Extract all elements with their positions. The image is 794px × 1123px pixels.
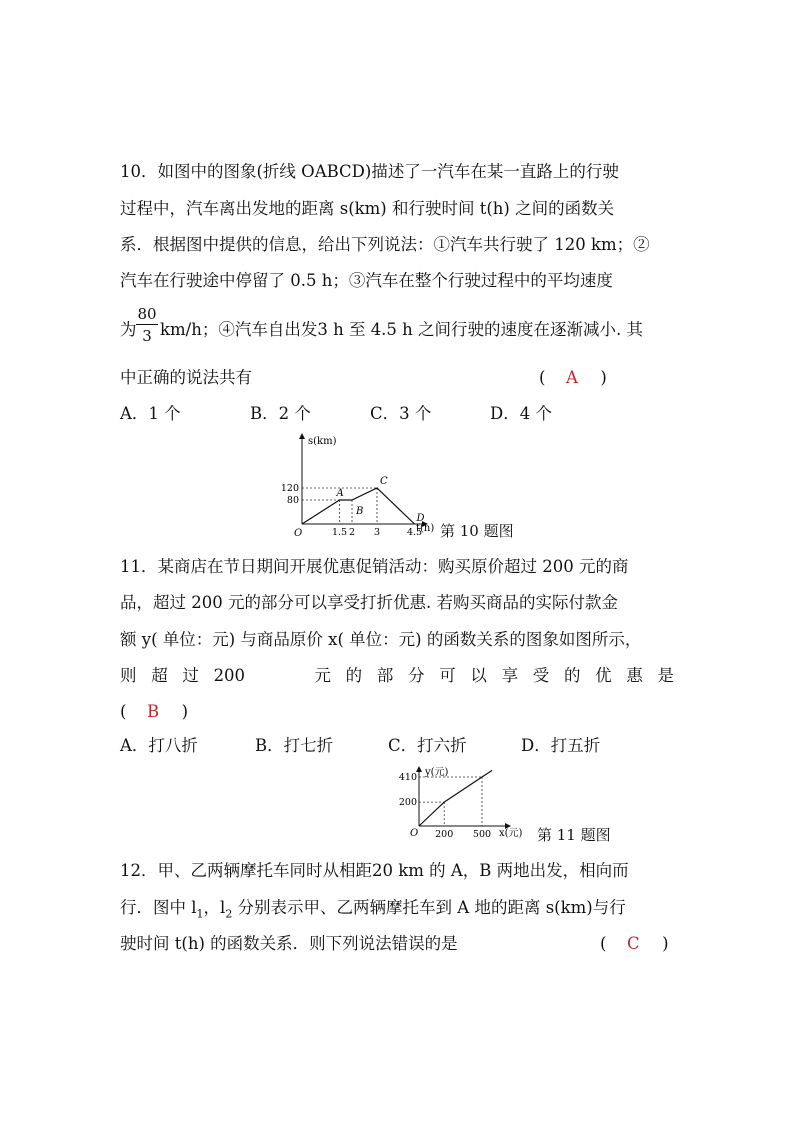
word: 以 (470, 666, 487, 685)
word: 分 (408, 666, 425, 685)
q12-line-2-a: 行．图中 l (120, 898, 197, 917)
word: 受 (532, 666, 550, 685)
q12-line-2 (120, 897, 626, 925)
q10-option-c: C．3 个 (370, 404, 432, 423)
fraction-numerator: 80 (137, 305, 157, 323)
q11-caption: 第 11 题图 (537, 826, 611, 844)
q10-option-d: D．4 个 (490, 404, 552, 423)
y-axis-label: s(km) (308, 436, 337, 447)
origin-label: O (294, 528, 303, 539)
word: 可 (439, 666, 456, 685)
x-axis-label: t(h) (416, 523, 435, 534)
q12-answer-paren (600, 933, 669, 955)
series-line (419, 770, 492, 826)
word: 部 (376, 666, 394, 685)
paren-open: ( (539, 368, 546, 387)
y-tick-label: 80 (286, 495, 299, 506)
q11-option-b: B．打七折 (255, 736, 334, 755)
x-tick-label: 3 (373, 527, 381, 538)
q11-option-c: C．打六折 (388, 736, 467, 755)
word: 惠 (626, 666, 643, 685)
x-tick-label: 4.5 (406, 527, 423, 538)
word: 的 (345, 666, 363, 685)
point-label-C: C (380, 476, 388, 487)
fraction-denominator: 3 (142, 327, 152, 345)
word: 超 (151, 666, 168, 685)
q10-line-6: 中正确的说法共有 (120, 368, 252, 387)
q11-price-payment-chart (395, 763, 540, 843)
q10-line-1: 10．如图中的图象(折线 OABCD)描述了一汽车在某一直路上的行驶 (120, 162, 619, 181)
subscript-2: 2 (225, 907, 233, 921)
word: 则 (120, 666, 137, 685)
point-label-D: D (416, 513, 425, 524)
word: 200 (213, 666, 246, 685)
q10-distance-time-chart (280, 432, 440, 540)
q10-line-5-rest: km/h；④汽车自出发3 h 至 4.5 h 之间行驶的速度在逐渐减小. 其 (160, 320, 644, 339)
q12-line-1: 12．甲、乙两辆摩托车同时从相距20 km 的 A，B 两地出发，相向而 (120, 861, 629, 880)
q11-answer: B (146, 702, 160, 721)
q12-line-3: 驶时间 t(h) 的函数关系．则下列说法错误的是 (120, 934, 458, 953)
q11-answer-paren (120, 701, 188, 723)
point-label-B: B (356, 506, 364, 517)
paren-close: ) (181, 702, 189, 721)
x-axis-label: x(元) (499, 828, 523, 839)
word: 过 (182, 666, 199, 685)
paren-open: ( (120, 702, 127, 721)
word: 是 (657, 666, 674, 685)
point-label-A: A (336, 488, 344, 499)
subscript-1: 1 (196, 907, 204, 921)
q11-line-2: 品，超过 200 元的部分可以享受打折优惠. 若购买商品的实际付款金 (120, 593, 618, 612)
y-tick-label: 200 (398, 797, 417, 809)
x-tick-label: 200 (435, 829, 454, 840)
q10-option-a: A．1 个 (120, 404, 181, 423)
y-axis-arrow (299, 433, 305, 439)
q10-line-3: 系．根据图中提供的信息，给出下列说法：①汽车共行驶了 120 km；② (120, 235, 650, 254)
q10-fraction (136, 304, 158, 347)
paren-open: ( (600, 934, 607, 953)
q12-answer: C (626, 934, 640, 953)
word: 优 (595, 666, 612, 685)
x-tick-label: 2 (348, 527, 356, 538)
x-tick-label: 1.5 (331, 527, 348, 538)
word: 享 (501, 666, 519, 685)
paren-close: ) (662, 934, 669, 953)
q10-answer: A (565, 368, 578, 387)
x-tick-label: 500 (472, 829, 492, 840)
y-tick-label: 120 (280, 483, 299, 494)
q10-caption: 第 10 题图 (440, 522, 514, 540)
q11-line-4 (120, 665, 674, 687)
paren-close: ) (600, 368, 607, 387)
word: 的 (563, 666, 581, 685)
q10-line-4: 汽车在行驶途中停留了 0.5 h；③汽车在整个行驶过程中的平均速度 (120, 271, 613, 290)
origin-label: O (410, 828, 419, 839)
q11-option-d: D．打五折 (521, 736, 601, 755)
q11-line-3: 额 y( 单位：元) 与商品原价 x( 单位：元) 的函数关系的图象如图所示， (120, 630, 642, 649)
q10-option-b: B．2 个 (250, 404, 311, 423)
q11-line-1: 11．某商店在节日期间开展优惠促销活动：购买原价超过 200 元的商 (120, 557, 629, 576)
q12-line-2-b: ，l (203, 898, 226, 917)
q11-option-a: A．打八折 (120, 736, 198, 755)
q10-answer-paren (539, 367, 607, 389)
q12-line-2-c: 分别表示甲、乙两辆摩托车到 A 地的距离 s(km)与行 (232, 898, 626, 917)
q10-line-2: 过程中，汽车离出发地的距离 s(km) 和行驶时间 t(h) 之间的函数关 (120, 199, 615, 218)
y-tick-label: 410 (398, 772, 417, 784)
word: 元 (314, 666, 331, 685)
q10-line-5-prefix: 为 (120, 320, 137, 339)
y-axis-label: y(元) (425, 767, 449, 778)
